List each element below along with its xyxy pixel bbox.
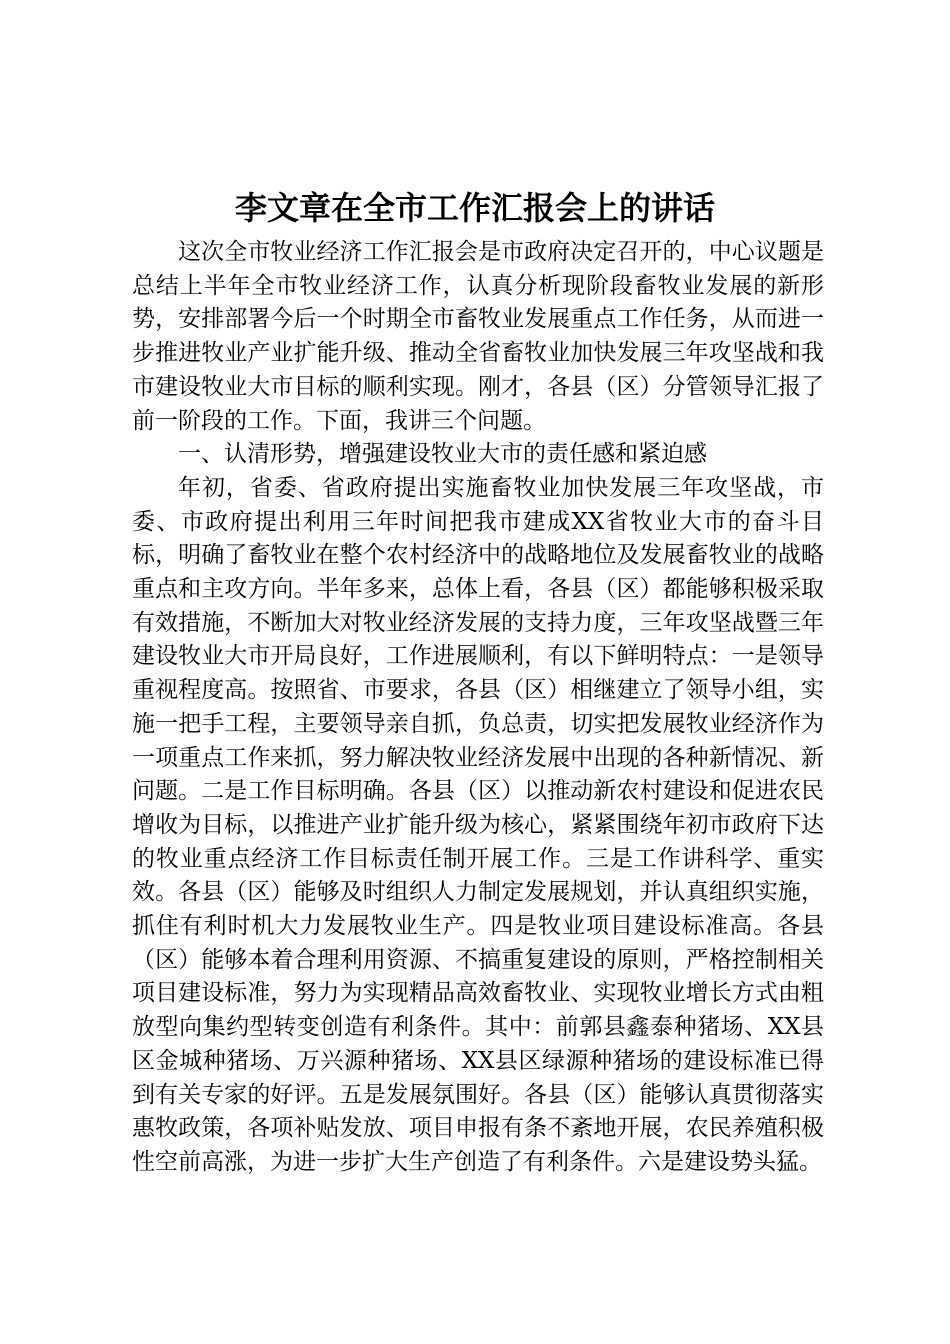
section-heading-1: 一、认清形势，增强建设牧业大市的责任感和紧迫感 xyxy=(178,441,707,468)
document-title: 李文章在全市工作汇报会上的讲话 xyxy=(234,189,715,227)
paragraph-section-1: 年初，省委、省政府提出实施畜牧业加快发展三年攻坚战，市委、市政府提出利用三年时间把我市建成XX省牧业大市的奋斗目标，明确了畜牧业在整个农村经济中的战略地位及发展畜牧业的战略重点和主攻方向。半年多来，总体上看，各县（区）都能够积极采取有效措施，不断加大对牧业经济发展的支持力度，三年攻坚战暨三年建设牧业大市开局良好，工作进展顺利，有以下鲜明特点：一是领导重视程度高。按照省、市要求，各县（区）相继建立了领导小组，实施一把手工程，主要领导亲自抓，负总责，切实把发展牧业经济作为一项重点工作来抓，努力解决牧业经济发展中出现的各种新情况、新问题。二是工作目标明确。各县（区）以推动新农村建设和促进农民增收为目标，以推进产业扩能升级为核心，紧紧围绕年初市政府下达的牧业重点经济工作目标责任制开展工作。三是工作讲科学、重实效。各县（区）能够及时组织人力制定发展规划，并认真组织实施，抓住有利时机大力发展牧业生产。四是牧业项目建设标准高。各县（区）能够本着合理利用资源、不搞重复建设的原则，严格控制相关项目建设标准，努力为实现精品高效畜牧业、实现牧业增长方式由粗放型向集约型转变创造有利条件。其中：前郭县鑫泰种猪场、XX县区金城种猪场、万兴源种猪场、XX县区绿源种猪场的建设标准已得到有关专家的好评。五是发展氛围好。各县（区）能够认真贯彻落实惠牧政策，各项补贴发放、项目申报有条不紊地开展，农民养殖积极性空前高涨，为进一步扩大生产创造了有利条件。六是建设势头猛。 xyxy=(132,474,824,1175)
document-body xyxy=(132,236,824,1180)
paragraph-intro: 这次全市牧业经济工作汇报会是市政府决定召开的，中心议题是总结上半年全市牧业经济工作，认真分析现阶段畜牧业发展的新形势，安排部署今后一个时期全市畜牧业发展重点工作任务，从而进一步推进牧业产业扩能升级、推动全省畜牧业加快发展三年攻坚战和我市建设牧业大市目标的顺利实现。刚才，各县（区）分管领导汇报了前一阶段的工作。下面，我讲三个问题。 xyxy=(132,239,824,434)
